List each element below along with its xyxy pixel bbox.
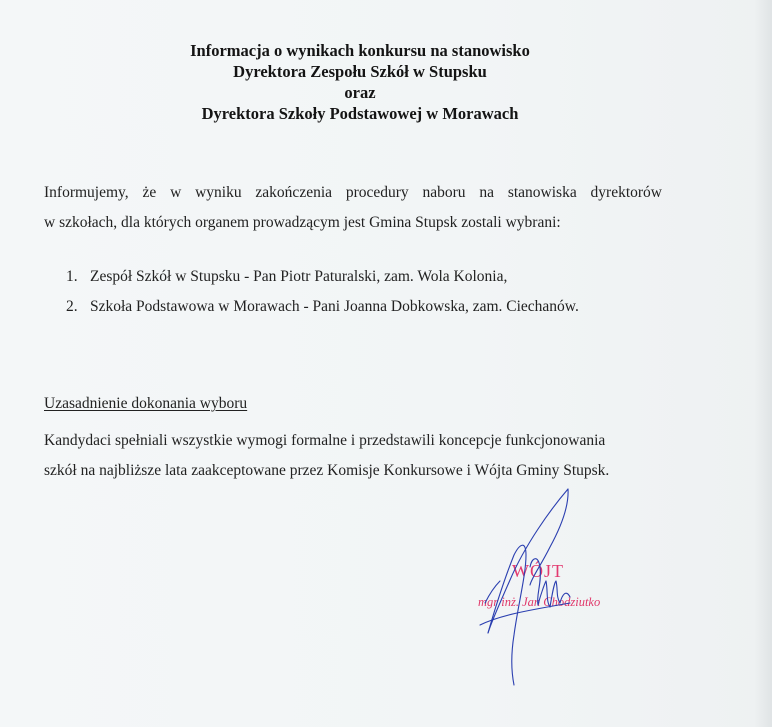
list-item	[66, 262, 706, 292]
justification-heading: Uzasadnienie dokonania wyboru	[44, 395, 248, 412]
stamp-title: WÓJT	[512, 561, 564, 581]
title-line-2: Dyrektora Zespołu Szkół w Stupsku	[233, 62, 487, 81]
list-item-number: 1.	[66, 268, 78, 285]
intro-line-2: w szkołach, dla których organem prowadzącym jest Gmina Stupsk zostali wybrani:	[44, 214, 561, 231]
list-item	[66, 292, 706, 322]
title-line-4: Dyrektora Szkoły Podstawowej w Morawach	[201, 104, 519, 123]
list-item-text: Szkoła Podstawowa w Morawach - Pani Joanna Dobkowska, zam. Ciechanów.	[90, 298, 579, 315]
page-edge-shadow	[754, 0, 772, 727]
justification-line-1: Kandydaci spełniali wszystkie wymogi formalne i przedstawili koncepcje funkcjonowania	[44, 432, 606, 449]
stamp-name: mgr inż. Jan Chodziutko	[478, 595, 601, 609]
title-line-3: oraz	[344, 83, 376, 102]
justification-line-2: szkół na najbliższe lata zaakceptowane przez Komisje Konkursowe i Wójta Gminy Stupsk.	[44, 462, 610, 479]
list-item-number: 2.	[66, 298, 78, 315]
list-item-text: Zespół Szkół w Stupsku - Pan Piotr Paturalski, zam. Wola Kolonia,	[90, 268, 508, 285]
handwritten-signature	[470, 485, 610, 690]
intro-paragraph	[44, 178, 662, 238]
document-title	[0, 40, 720, 124]
title-line-1: Informacja o wynikach konkursu na stanowisko	[190, 41, 530, 60]
winners-list	[66, 262, 706, 322]
intro-line-1: Informujemy, że w wyniku zakończenia procedury naboru na stanowiska dyrektorów	[44, 184, 662, 201]
justification-paragraph	[44, 426, 666, 486]
